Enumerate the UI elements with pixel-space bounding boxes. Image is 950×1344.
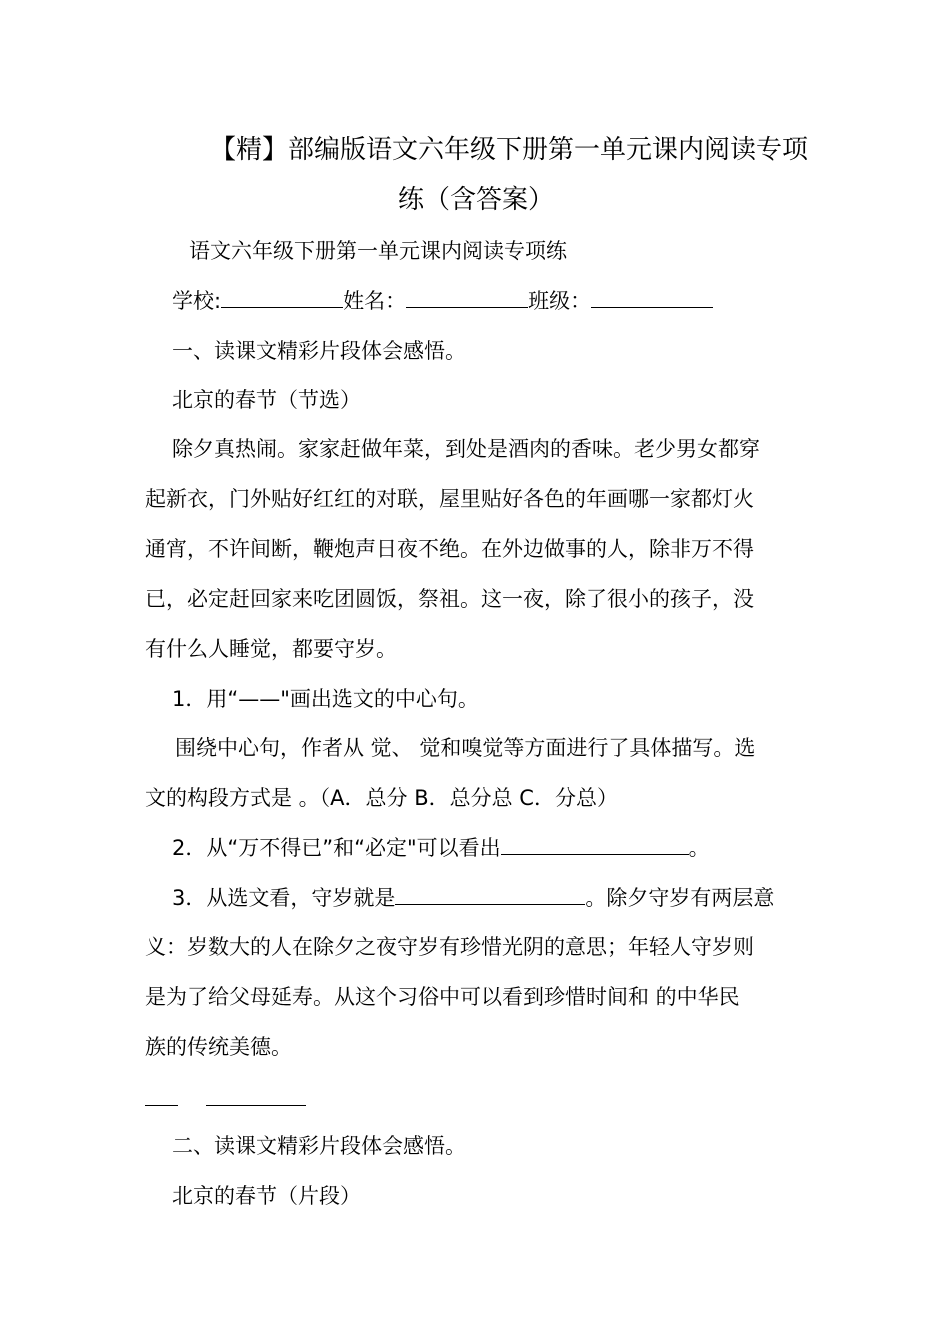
class-label: 班级： <box>528 289 592 313</box>
passage-line: 有什么人睡觉，都要守岁。 <box>145 637 397 661</box>
section2-heading: 二、读课文精彩片段体会感悟。 <box>172 1134 466 1158</box>
info-line <box>172 285 837 316</box>
question-2-text: 2．从“万不得已”和“必定"可以看出 <box>172 836 501 860</box>
question-1-body-line-2: 文的构段方式是 。（A．总分 B．总分总 C．分总） <box>145 786 618 810</box>
question-3-blank[interactable] <box>395 882 585 905</box>
question-3-line-2: 义：岁数大的人在除夕之夜守岁有珍惜光阴的意思；年轻人守岁则 <box>145 935 754 959</box>
passage-line: 除夕真热闹。家家赶做年菜，到处是酒肉的香味。老少男女都穿 <box>172 437 760 461</box>
question-3-text: 3．从选文看，守岁就是 <box>172 886 396 910</box>
school-blank[interactable] <box>221 285 343 308</box>
question-3-tail: 。除夕守岁有两层意 <box>585 886 775 910</box>
doc-subtitle: 语文六年级下册第一单元课内阅读专项练 <box>189 239 567 263</box>
section1-passage-title: 北京的春节（节选） <box>172 388 361 412</box>
doc-title-line-2: 练（含答案） <box>398 185 555 215</box>
passage-line: 通宵，不许间断，鞭炮声日夜不绝。在外边做事的人，除非万不得 <box>145 537 754 561</box>
question-2-end: 。 <box>688 836 710 860</box>
question-1: 1．用“——"画出选文的中心句。 <box>172 687 479 711</box>
question-1-body-line-1: 围绕中心句，作者从 觉、 觉和嗅觉等方面进行了具体描写。选 <box>175 736 756 760</box>
passage-line: 起新衣，门外贴好红红的对联，屋里贴好各色的年画哪一家都灯火 <box>145 487 754 511</box>
doc-title-line-1: 【精】部编版语文六年级下册第一单元课内阅读专项 <box>210 135 809 165</box>
question-3 <box>172 882 837 913</box>
section1-heading: 一、读课文精彩片段体会感悟。 <box>172 339 466 363</box>
question-2 <box>172 832 837 863</box>
question-2-blank[interactable] <box>501 832 689 855</box>
answer-blank-long[interactable] <box>206 1105 306 1106</box>
name-blank[interactable] <box>406 285 528 308</box>
passage-line: 已，必定赶回家来吃团圆饭，祭祖。这一夜，除了很小的孩子，没 <box>145 587 754 611</box>
answer-blank-short[interactable] <box>145 1105 178 1106</box>
question-3-line-4: 族的传统美德。 <box>145 1035 292 1059</box>
section2-passage-title: 北京的春节（片段） <box>172 1184 361 1208</box>
class-blank[interactable] <box>591 285 713 308</box>
school-label: 学校: <box>172 289 222 313</box>
question-3-line-3: 是为了给父母延寿。从这个习俗中可以看到珍惜时间和 的中华民 <box>145 985 740 1009</box>
name-label: 姓名： <box>343 289 407 313</box>
